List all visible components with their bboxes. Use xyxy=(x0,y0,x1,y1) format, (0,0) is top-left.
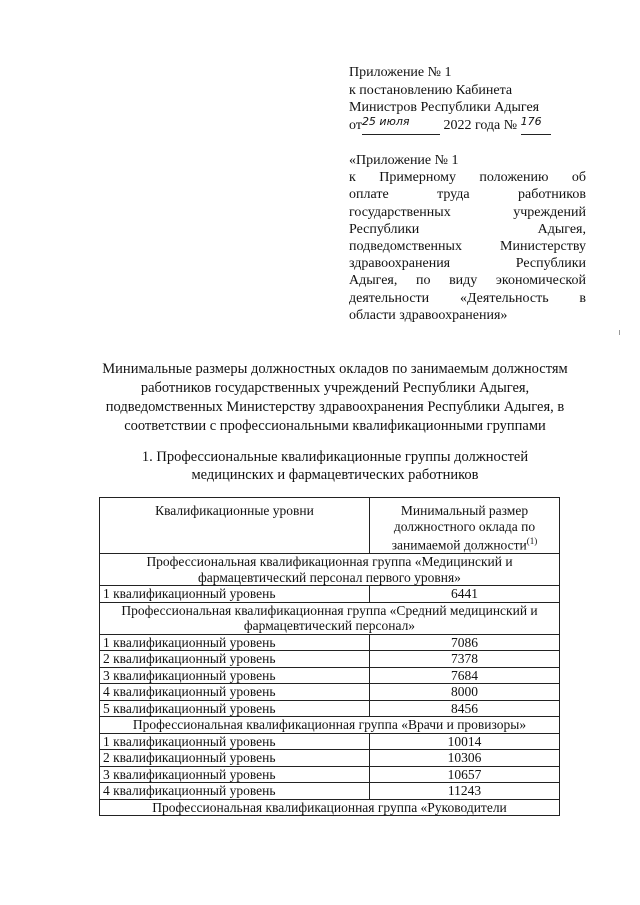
table-row xyxy=(100,667,560,684)
section-heading xyxy=(110,448,560,484)
salary-cell: 8000 xyxy=(370,684,560,701)
table-header-row xyxy=(100,498,560,554)
table-row xyxy=(100,766,560,783)
salary-cell: 6441 xyxy=(370,586,560,603)
date-blank xyxy=(361,114,440,136)
quote-line: области здравоохранения» xyxy=(349,307,508,323)
salary-cell: 7378 xyxy=(370,651,560,668)
date-prefix: от xyxy=(349,117,362,133)
salary-cell: 7086 xyxy=(370,634,560,651)
level-cell: 1 квалификационный уровень xyxy=(100,586,370,603)
group-title: Профессиональная квалификационная группа «Средний медицинский и фармацевтический персонал» xyxy=(100,602,560,634)
level-cell: 2 квалификационный уровень xyxy=(100,750,370,767)
group-title: Профессиональная квалификационная группа «Врачи и провизоры» xyxy=(100,717,560,734)
margin-mark xyxy=(619,330,620,335)
salary-cell: 11243 xyxy=(370,783,560,800)
quote-line: деятельности «Деятельность в xyxy=(349,290,586,306)
level-cell: 1 квалификационный уровень xyxy=(100,634,370,651)
quote-line: государственных учреждений xyxy=(349,204,586,220)
group-row xyxy=(100,717,560,734)
table-row xyxy=(100,634,560,651)
header-footnote: (1) xyxy=(526,536,538,546)
table-row xyxy=(100,700,560,717)
salary-table xyxy=(99,497,560,816)
quote-line: «Приложение № 1 xyxy=(349,153,459,168)
appendix-line-2: к постановлению Кабинета xyxy=(349,82,513,98)
group-row xyxy=(100,799,560,816)
table-row xyxy=(100,651,560,668)
title-line: работников государственных учреждений Республики Адыгея, xyxy=(140,380,530,396)
title-line: подведомственных Министерству здравоохранения Республики Адыгея, в xyxy=(105,399,565,415)
date-handwritten: 25 июля xyxy=(361,114,410,128)
quote-line: здравоохранения Республики xyxy=(349,256,586,272)
table-row xyxy=(100,783,560,800)
quote-line: Республики Адыгея, xyxy=(349,221,586,237)
group-row xyxy=(100,602,560,634)
quote-line: оплате труда работников xyxy=(349,187,586,203)
number-blank xyxy=(520,114,551,136)
table-row xyxy=(100,750,560,767)
salary-cell: 7684 xyxy=(370,667,560,684)
salary-cell: 10014 xyxy=(370,733,560,750)
quote-line: Адыгея, по виду экономической xyxy=(349,273,586,289)
title-line: соответствии с профессиональными квалификационными группами xyxy=(124,418,546,434)
appendix-line-1: Приложение № 1 xyxy=(349,65,452,80)
level-cell: 3 квалификационный уровень xyxy=(100,667,370,684)
header-levels: Квалификационные уровни xyxy=(100,498,370,554)
quote-line: к Примерному положению об xyxy=(349,170,586,186)
level-cell: 2 квалификационный уровень xyxy=(100,651,370,668)
level-cell: 4 квалификационный уровень xyxy=(100,684,370,701)
title-line: Минимальные размеры должностных окладов по занимаемым должностям xyxy=(102,361,568,377)
salary-cell: 8456 xyxy=(370,700,560,717)
level-cell: 3 квалификационный уровень xyxy=(100,766,370,783)
section-line: 1. Профессиональные квалификационные группы должностей xyxy=(141,449,529,465)
quote-line: подведомственных Министерству xyxy=(349,239,586,255)
section-line: медицинских и фармацевтических работников xyxy=(191,467,479,483)
year-text: 2022 года № xyxy=(443,117,518,133)
table-row xyxy=(100,684,560,701)
number-handwritten: 176 xyxy=(520,114,542,128)
table-row xyxy=(100,586,560,603)
group-row xyxy=(100,554,560,586)
header-salary-text: Минимальный размер должностного оклада по занимаемой должности xyxy=(391,503,536,553)
group-title: Профессиональная квалификационная группа «Медицинский и фармацевтический персонал первого уровня» xyxy=(100,554,560,586)
salary-cell: 10306 xyxy=(370,750,560,767)
salary-cell: 10657 xyxy=(370,766,560,783)
level-cell: 5 квалификационный уровень xyxy=(100,700,370,717)
level-cell: 4 квалификационный уровень xyxy=(100,783,370,800)
quote-block xyxy=(349,152,586,324)
document-title xyxy=(90,360,580,436)
header-salary xyxy=(370,498,560,554)
group-title: Профессиональная квалификационная группа «Руководители xyxy=(100,799,560,816)
appendix-date-line xyxy=(349,114,584,136)
table-row xyxy=(100,733,560,750)
appendix-header xyxy=(349,64,584,135)
level-cell: 1 квалификационный уровень xyxy=(100,733,370,750)
appendix-line-3: Министров Республики Адыгея xyxy=(349,100,540,115)
